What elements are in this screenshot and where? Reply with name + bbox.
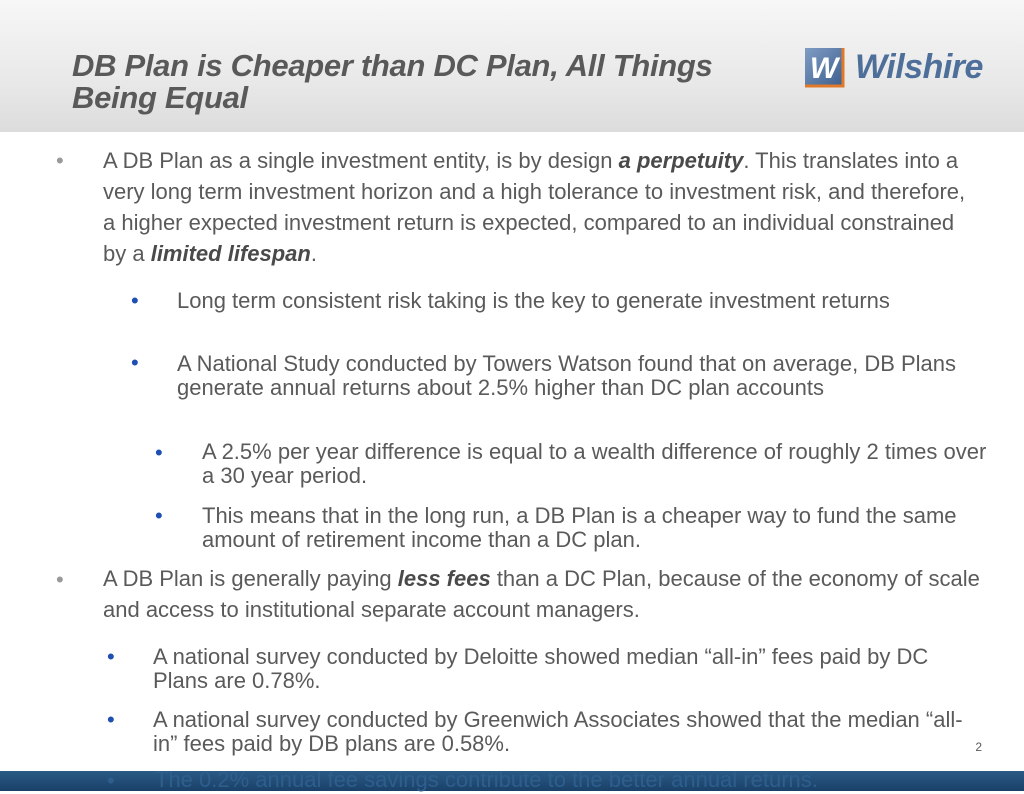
emphasis-text: a perpetuity	[618, 148, 744, 173]
bullet-text: A national survey conducted by Deloitte showed median “all-in” fees paid by DC Plans are 0.78%.	[153, 644, 929, 693]
bullet-text: A national survey conducted by Greenwich Associates showed that the median “all-in” fees paid by DB plans are 0.58%.	[153, 707, 963, 756]
emphasis-text: limited lifespan	[150, 241, 311, 266]
bullet-text: A DB Plan as a single investment entity, is by design a perpetuity. This translates into a very long term investment horizon and a high tolerance to investment risk, and therefore, a higher expected investment return is expected, compared to an individual constrained by a limited lifespan.	[103, 148, 966, 266]
bullet-marker: •	[155, 503, 163, 528]
bullet-text: Long term consistent risk taking is the key to generate investment returns	[177, 288, 890, 313]
bullet-marker: •	[56, 148, 64, 173]
emphasis-text: less fees	[397, 566, 491, 591]
bullet-marker: •	[56, 567, 64, 592]
bullet-marker: •	[107, 707, 115, 732]
bullet-text: A 2.5% per year difference is equal to a wealth difference of roughly 2 times over a 30 year period.	[202, 439, 987, 488]
bullet-marker: •	[131, 288, 139, 313]
page-number: 2	[975, 740, 982, 754]
bullet-text: A National Study conducted by Towers Watson found that on average, DB Plans generate annual returns about 2.5% higher than DC plan accounts	[177, 351, 957, 400]
slide-title: DB Plan is Cheaper than DC Plan, All Things Being Equal	[72, 48, 713, 115]
bullet-marker: •	[107, 768, 115, 793]
bullet-text: A DB Plan is generally paying less fees than a DC Plan, because of the economy of scale and access to institutional separate account managers.	[103, 566, 980, 622]
logo-wordmark: Wilshire	[855, 48, 983, 86]
bullet-marker: •	[131, 350, 139, 375]
overflow-bullet-text: The 0.2% annual fee savings contribute to the better annual returns.	[155, 767, 818, 792]
logo-letter: W	[809, 52, 839, 85]
bullet-marker: •	[155, 440, 163, 465]
bullet-text: This means that in the long run, a DB Plan is a cheaper way to fund the same amount of retirement income than a DC plan.	[202, 503, 957, 552]
bullet-marker: •	[107, 644, 115, 669]
